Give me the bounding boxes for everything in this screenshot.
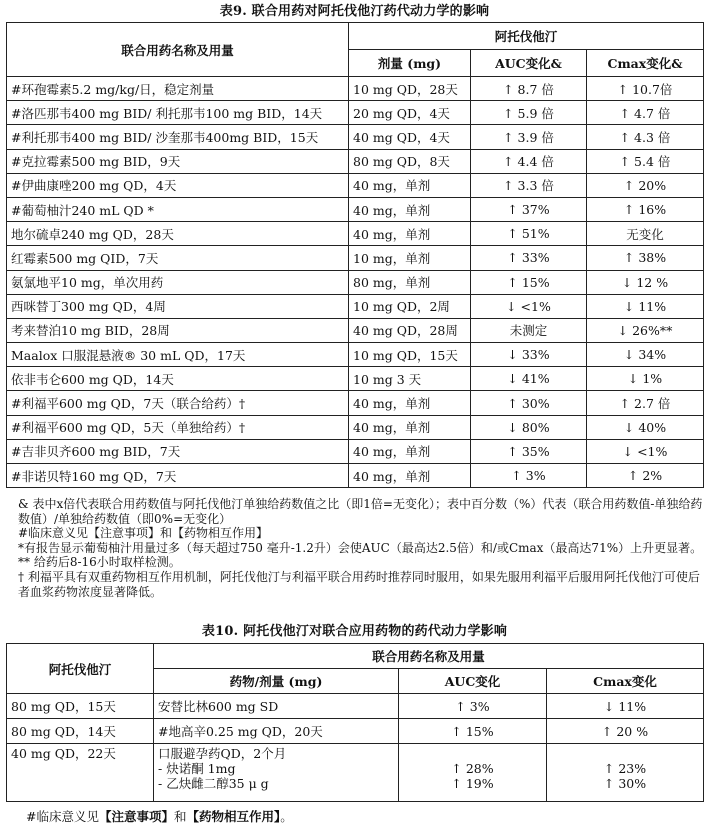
cell-auc: ↓ 41%	[471, 367, 587, 391]
cell-drug: 依非韦仑600 mg QD，14天	[7, 367, 349, 391]
cell-auc: ↑ 4.4 倍	[471, 149, 587, 173]
table9-title: 表9. 联合用药对阿托伐他汀药代动力学的影响	[219, 4, 490, 19]
cell-auc: ↑ 30%	[471, 391, 587, 415]
footnote-precautions: 【注意事项】	[98, 809, 174, 824]
auc-line: ↑ 19%	[451, 776, 494, 791]
cell-drug: 西咪替丁300 mg QD，4周	[7, 294, 349, 318]
cell-dose: 10 mg QD，2周	[349, 294, 471, 318]
cell-drug: #地高辛0.25 mg QD，20天	[154, 719, 399, 744]
cell-auc: ↑ 15%	[471, 270, 587, 294]
note-dagger: † 利福平具有双重药物相互作用机制，阿托伐他汀与利福平联合用药时推荐同时服用，如果先服用利福平后服用阿托伐他汀可使后者血浆药物浓度显著降低。	[18, 569, 700, 599]
cell-auc: ↑ 33%	[471, 246, 587, 270]
cell-drug: 氨氯地平10 mg，单次用药	[7, 270, 349, 294]
table9	[6, 22, 704, 488]
cell-auc: ↓ 33%	[471, 343, 587, 367]
footnote-interactions: 【药物相互作用】	[186, 809, 281, 824]
footnote-end: 。	[280, 809, 293, 824]
cell-auc: ↑ 3.9 倍	[471, 125, 587, 149]
table10-footnote	[26, 807, 293, 825]
cell-dose: 80 mg QD，14天	[7, 719, 154, 744]
table-row	[7, 294, 704, 318]
cell-dose: 80 mg QD，8天	[349, 149, 471, 173]
cell-drug: #非诺贝特160 mg QD，7天	[7, 464, 349, 488]
table-row	[7, 125, 704, 149]
cell-dose: 40 mg，单剂	[349, 415, 471, 439]
cell-auc: ↓ <1%	[471, 294, 587, 318]
footnote-prefix: #临床意义见	[26, 809, 99, 824]
cell-auc: ↑ 3%	[471, 464, 587, 488]
table-row	[7, 464, 704, 488]
table-row	[7, 149, 704, 173]
cell-dose: 10 mg QD，28天	[349, 77, 471, 101]
cmax-line	[551, 746, 699, 761]
cell-cmax: ↓ 11%	[587, 294, 704, 318]
table-row	[7, 367, 704, 391]
cell-cmax: ↓ <1%	[587, 439, 704, 463]
table10-header-cmax: Cmax变化	[547, 669, 704, 694]
cell-auc: ↓ 80%	[471, 415, 587, 439]
table-row	[7, 439, 704, 463]
cell-cmax: ↓ 34%	[587, 343, 704, 367]
table-row	[7, 222, 704, 246]
table10-header-group: 联合用药名称及用量	[154, 644, 704, 669]
cell-auc: ↑ 3%	[399, 694, 547, 719]
cell-dose: 40 mg，单剂	[349, 197, 471, 221]
cell-auc: ↑ 37%	[471, 197, 587, 221]
table-row	[7, 318, 704, 342]
cell-dose: 80 mg，单剂	[349, 270, 471, 294]
cmax-line: ↑ 30%	[603, 776, 647, 791]
cell-auc: ↑ 35%	[471, 439, 587, 463]
table10-title: 表10. 阿托伐他汀对联合应用药物的药代动力学影响	[201, 624, 508, 639]
table-row	[7, 197, 704, 221]
table10	[6, 643, 704, 802]
cell-cmax: ↑ 20%	[587, 173, 704, 197]
cell-cmax: ↓ 26%**	[587, 318, 704, 342]
cell-dose: 80 mg QD，15天	[7, 694, 154, 719]
table9-header-dose: 剂量 (mg)	[349, 50, 471, 77]
table10-header-atorvastatin: 阿托伐他汀	[7, 644, 154, 694]
cell-cmax: ↑ 16%	[587, 197, 704, 221]
table-row	[7, 173, 704, 197]
drug-line: - 乙炔雌二醇35 μ g	[158, 776, 269, 791]
cell-drug: #利托那韦400 mg BID/ 沙奎那韦400mg BID，15天	[7, 125, 349, 149]
cell-dose: 40 mg，单剂	[349, 173, 471, 197]
table9-header-drug: 联合用药名称及用量	[7, 23, 349, 77]
cell-drug: 红霉素500 mg QID，7天	[7, 246, 349, 270]
table-row	[7, 391, 704, 415]
cell-drug: 安替比林600 mg SD	[154, 694, 399, 719]
cell-cmax: 无变化	[587, 222, 704, 246]
table-row	[7, 719, 704, 744]
cell-cmax: ↑ 2.7 倍	[587, 391, 704, 415]
note-ampersand: & 表中x倍代表联合用药数值与阿托伐他汀单独给药数值之比（即1倍=无变化）；表中百分数（%）代表（联合用药数值-单独给药数值）/单独给药数值（即0%=无变化）	[18, 497, 703, 526]
cell-dose: 20 mg QD，4天	[349, 101, 471, 125]
table9-header-auc: AUC变化&	[471, 50, 587, 77]
cell-auc: 未测定	[471, 318, 587, 342]
cell-drug: #利福平600 mg QD，7天（联合给药）†	[7, 391, 349, 415]
cell-dose: 40 mg，单剂	[349, 439, 471, 463]
table10-header-auc: AUC变化	[399, 669, 547, 694]
cmax-line: ↑ 23%	[603, 761, 647, 776]
table-row	[7, 415, 704, 439]
cell-cmax: ↑ 20 %	[547, 719, 704, 744]
cell-drug: #葡萄柚汁240 mL QD *	[7, 197, 349, 221]
cell-cmax: ↓ 1%	[587, 367, 704, 391]
drug-line: 口服避孕药QD，2个月	[158, 746, 287, 761]
cell-drug: #克拉霉素500 mg BID，9天	[7, 149, 349, 173]
auc-line: ↑ 28%	[451, 761, 494, 776]
cell-drug: 地尔硫卓240 mg QD，28天	[7, 222, 349, 246]
cell-auc	[399, 744, 547, 802]
cell-dose: 40 mg，单剂	[349, 222, 471, 246]
note-asterisk: *有报告显示葡萄柚汁用量过多（每天超过750 毫升-1.2升）会使AUC（最高达2.5倍）和/或Cmax（最高达71%）上升更显著。	[18, 540, 703, 555]
cell-drug: #利福平600 mg QD，5天（单独给药）†	[7, 415, 349, 439]
cell-cmax: ↑ 38%	[587, 246, 704, 270]
cell-auc: ↑ 8.7 倍	[471, 77, 587, 101]
cell-auc: ↑ 15%	[399, 719, 547, 744]
cell-cmax: ↑ 4.7 倍	[587, 101, 704, 125]
cell-dose: 10 mg QD，15天	[349, 343, 471, 367]
cell-drug: #洛匹那韦400 mg BID/ 利托那韦100 mg BID，14天	[7, 101, 349, 125]
table9-header-cmax: Cmax变化&	[587, 50, 704, 77]
cell-cmax: ↑ 5.4 倍	[587, 149, 704, 173]
cell-dose: 40 mg QD，22天	[7, 744, 154, 802]
auc-line	[403, 746, 542, 761]
cell-drug	[154, 744, 399, 802]
cell-auc: ↑ 5.9 倍	[471, 101, 587, 125]
cell-cmax: ↓ 40%	[587, 415, 704, 439]
table-row	[7, 101, 704, 125]
table-row	[7, 744, 704, 802]
table-row	[7, 77, 704, 101]
cell-cmax: ↑ 10.7倍	[587, 77, 704, 101]
table-row	[7, 694, 704, 719]
cell-dose: 40 mg QD，4天	[349, 125, 471, 149]
cell-dose: 40 mg，单剂	[349, 391, 471, 415]
note-double-asterisk: ** 给药后8-16小时取样检测。	[18, 555, 181, 570]
drug-line: - 炔诺酮 1mg	[158, 761, 236, 776]
cell-drug: 考来替泊10 mg BID，28周	[7, 318, 349, 342]
cell-drug: Maalox 口服混悬液® 30 mL QD，17天	[7, 343, 349, 367]
cell-dose: 10 mg 3 天	[349, 367, 471, 391]
cell-cmax: ↑ 4.3 倍	[587, 125, 704, 149]
table-row	[7, 270, 704, 294]
cell-cmax: ↑ 2%	[587, 464, 704, 488]
cell-dose: 40 mg QD，28周	[349, 318, 471, 342]
cell-auc: ↑ 3.3 倍	[471, 173, 587, 197]
cell-dose: 10 mg，单剂	[349, 246, 471, 270]
table-row	[7, 246, 704, 270]
cell-drug: #吉非贝齐600 mg BID，7天	[7, 439, 349, 463]
cell-auc: ↑ 51%	[471, 222, 587, 246]
cell-drug: #环孢霉素5.2 mg/kg/日，稳定剂量	[7, 77, 349, 101]
table9-notes	[18, 497, 703, 599]
cell-cmax: ↓ 12 %	[587, 270, 704, 294]
table-row	[7, 343, 704, 367]
table10-header-drug: 药物/剂量 (mg)	[154, 669, 399, 694]
table9-header-group: 阿托伐他汀	[349, 23, 704, 50]
cell-dose: 40 mg，单剂	[349, 464, 471, 488]
cell-cmax	[547, 744, 704, 802]
cell-cmax: ↓ 11%	[547, 694, 704, 719]
footnote-and: 和	[174, 809, 187, 824]
cell-drug: #伊曲康唑200 mg QD，4天	[7, 173, 349, 197]
note-hash: #临床意义见【注意事项】和【药物相互作用】	[18, 526, 269, 541]
